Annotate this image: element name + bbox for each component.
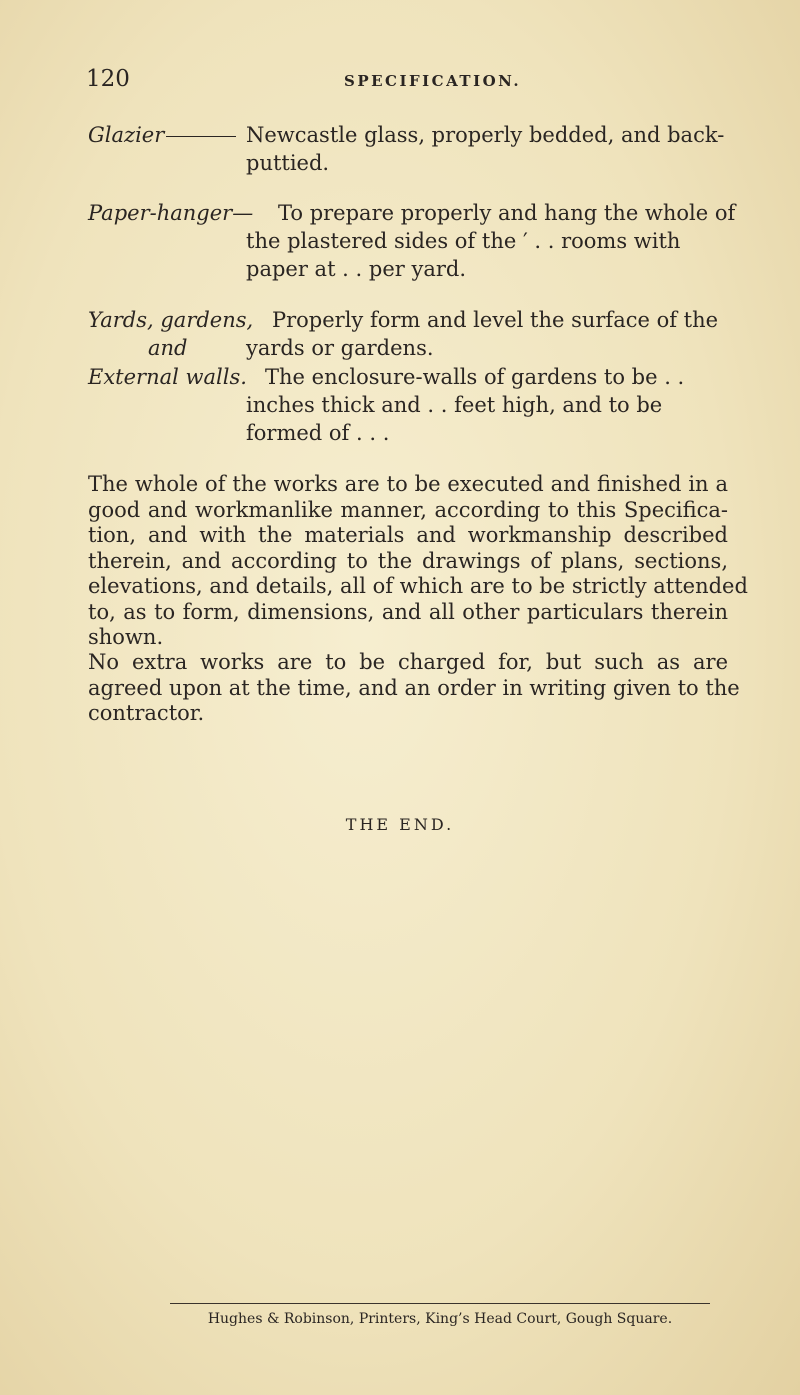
entry-term: Glazier: [88, 121, 238, 149]
entry-body-continued: [246, 391, 766, 447]
printer-imprint: Hughes & Robinson, Printers, King’s Head Court, Gough Square.: [207, 1311, 673, 1327]
page-number: 120: [86, 66, 130, 92]
text-line: Newcastle glass, properly bedded, and back-: [246, 123, 725, 147]
entry-body-continued: [246, 227, 766, 283]
text-line: shown.: [88, 625, 164, 649]
entry-term-continued: and: [148, 336, 188, 360]
text-line: To prepare properly and hang the whole of: [278, 201, 736, 225]
entry-term: External walls.: [88, 365, 247, 389]
entry-body: [278, 199, 768, 227]
dash-rule: [166, 136, 236, 137]
running-head: SPECIFICATION.: [344, 72, 522, 90]
text-line: to, as to form, dimensions, and all other particulars therein: [88, 599, 728, 624]
text-line: therein, and according to the drawings of plans, sections,: [88, 548, 728, 573]
text-line: agreed upon at the time, and an order in writing given to the: [88, 675, 740, 700]
end-mark: THE END.: [345, 815, 455, 834]
text-line: the plastered sides of the ′ . . rooms with: [246, 229, 681, 253]
text-line: The whole of the works are to be executed and finished in a: [88, 472, 728, 496]
entry-body: [265, 363, 785, 391]
page-header: [86, 66, 706, 96]
text-line: formed of . . .: [246, 421, 390, 445]
entry-body: [272, 306, 792, 334]
text-line: paper at . . per yard.: [246, 257, 467, 281]
text-line: puttied.: [246, 151, 330, 175]
text-line: good and workmanlike manner, according to this Specifica-: [88, 497, 728, 522]
paragraph-works: [88, 472, 748, 651]
paragraph-extra-works: [88, 650, 740, 727]
text-line: No extra works are to be charged for, but such as are: [88, 650, 728, 674]
text-line: Properly form and level the surface of the: [272, 308, 719, 332]
text-line: contractor.: [88, 701, 205, 725]
text-line: tion, and with the materials and workmanship described: [88, 523, 728, 547]
text-line: The enclosure-walls of gardens to be . .: [265, 365, 685, 389]
text-line: elevations, and details, all of which are to be strictly attended: [88, 574, 748, 598]
entry-term: Yards, gardens,: [88, 308, 254, 332]
imprint-rule: [170, 1303, 710, 1304]
entry-term: Paper-hanger—: [88, 201, 254, 225]
text-line: inches thick and . . feet high, and to be: [246, 393, 663, 417]
entry-body: [246, 121, 766, 177]
entry-body-continued: [246, 334, 766, 362]
text-line: yards or gardens.: [246, 336, 434, 360]
